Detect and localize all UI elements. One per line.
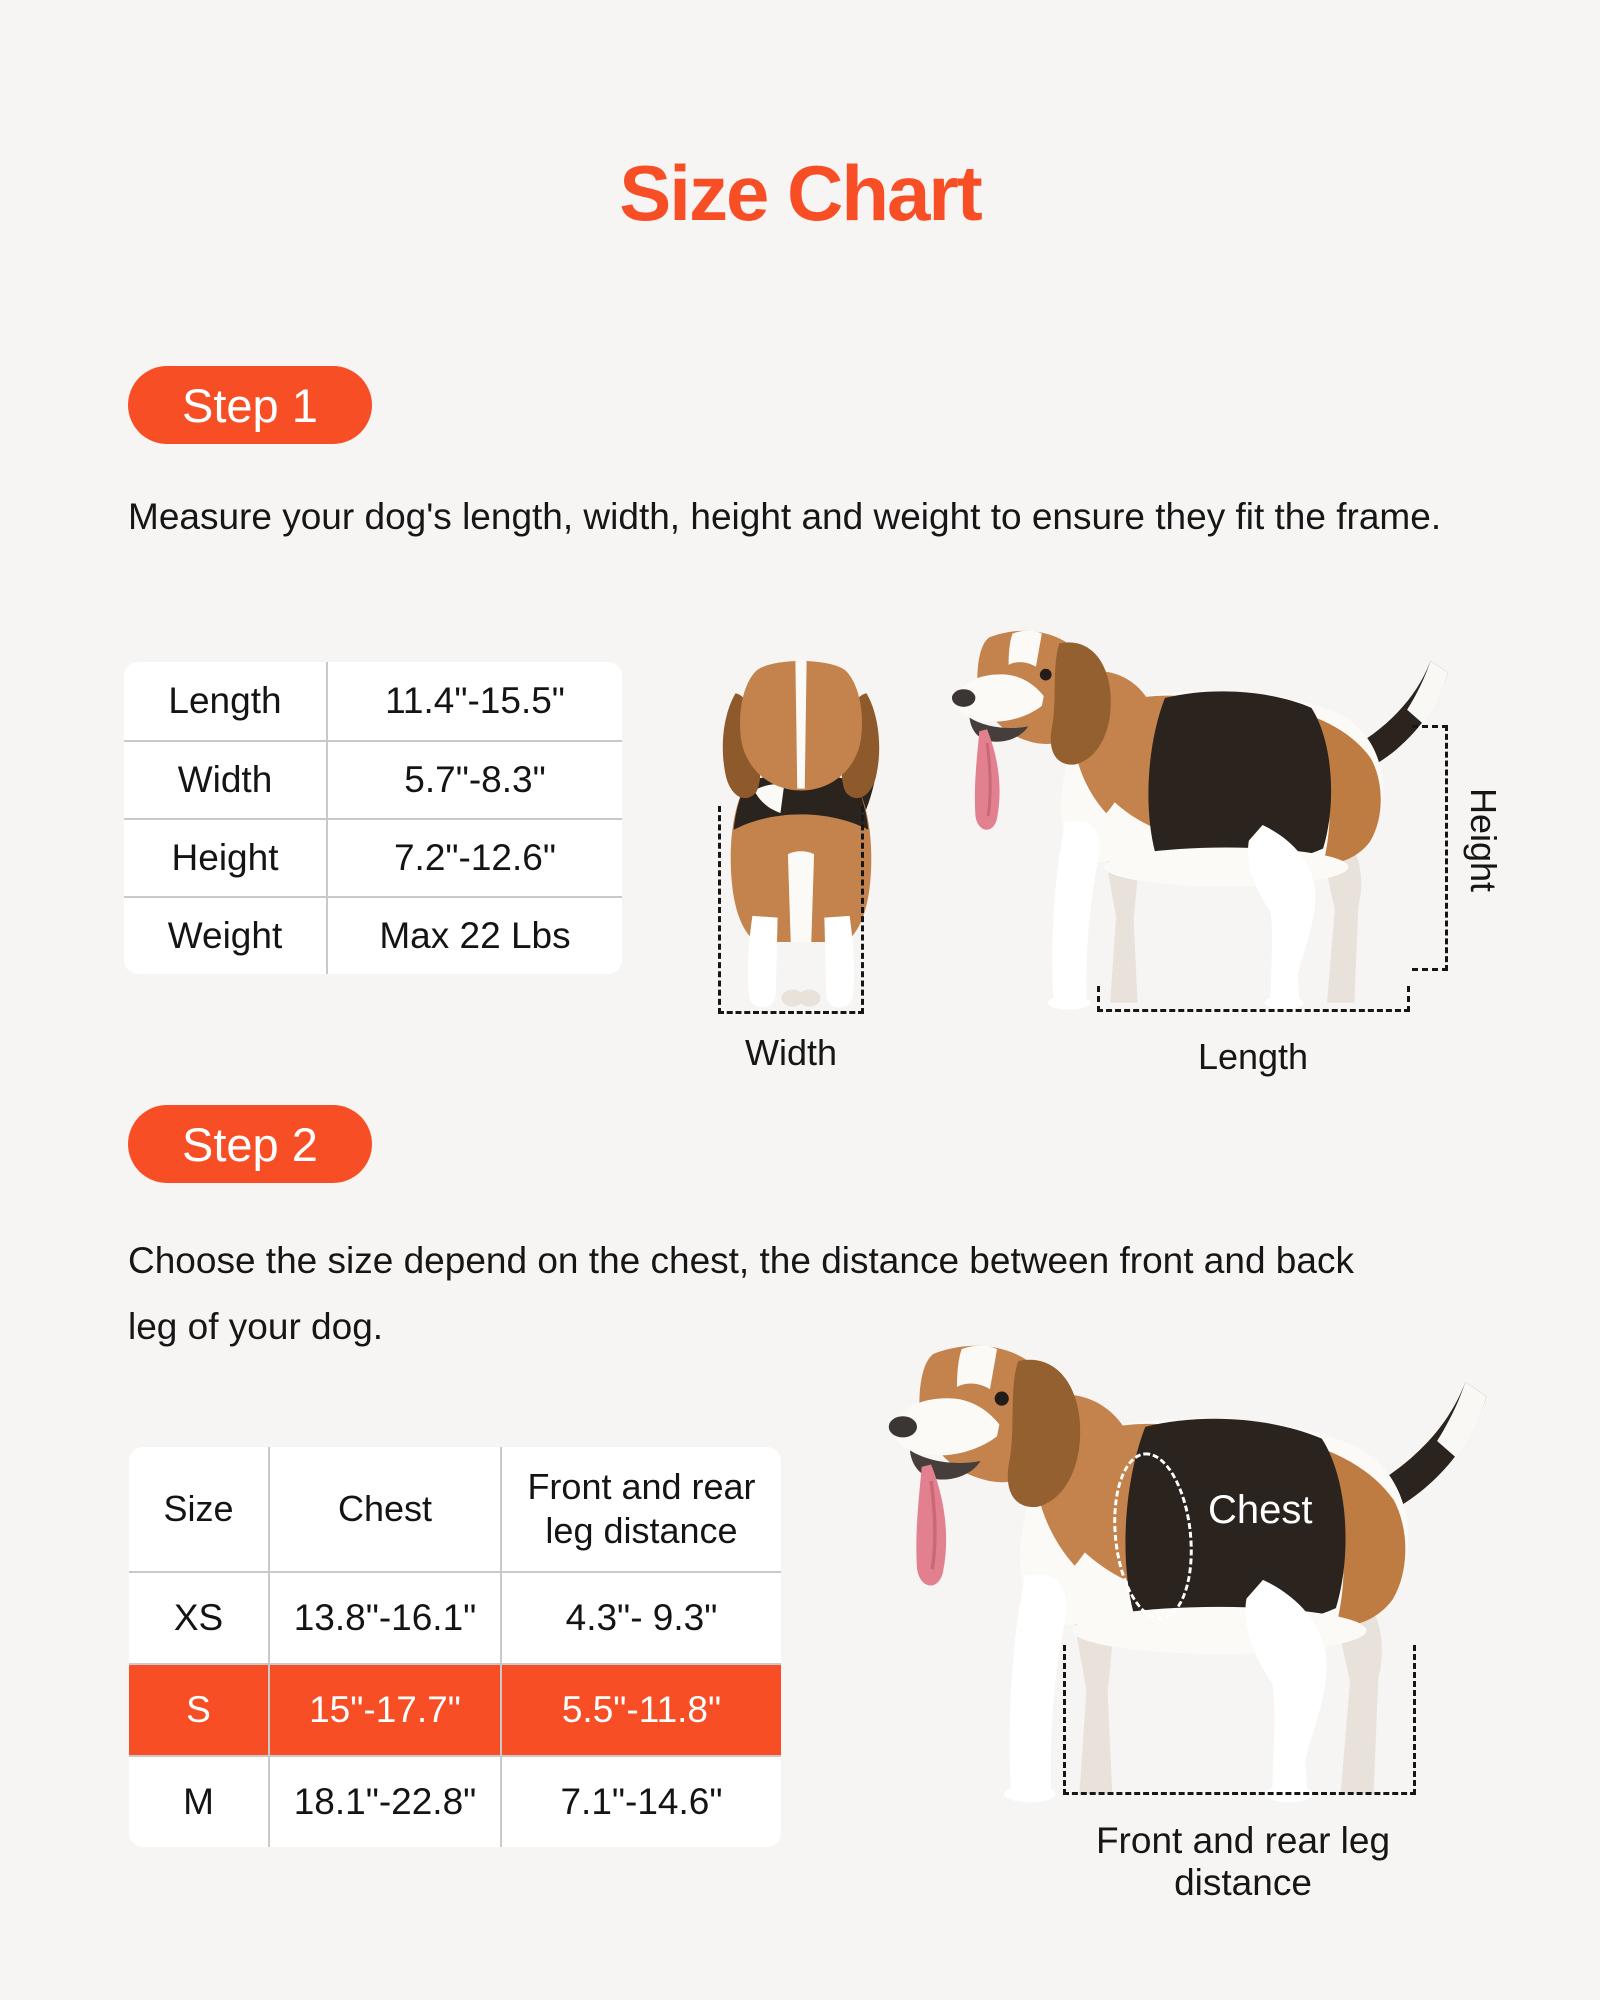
measure-label-length: Length — [124, 662, 328, 740]
table-row — [124, 896, 622, 974]
size-cell: S — [129, 1665, 270, 1755]
leg-distance-caption: Front and rear leg distance — [1095, 1820, 1391, 1903]
size-table-header-row — [129, 1447, 781, 1571]
step2-badge: Step 2 — [128, 1105, 372, 1183]
length-measure-bracket — [1097, 986, 1410, 1012]
measure-value-height: 7.2"-12.6" — [393, 837, 557, 878]
height-measure-bracket — [1412, 725, 1448, 971]
size-row-s-highlighted — [129, 1663, 781, 1755]
legs-cell: 4.3"- 9.3" — [565, 1597, 718, 1638]
table-row — [124, 740, 622, 818]
size-row-m — [129, 1755, 781, 1847]
size-cell: M — [129, 1757, 270, 1847]
chest-cell: 13.8"-16.1" — [270, 1573, 502, 1663]
dog-side-view-illustration — [948, 616, 1456, 1036]
width-figure-label: Width — [744, 1032, 838, 1073]
chest-figure-label: Chest — [1208, 1488, 1313, 1532]
dog-head — [723, 660, 879, 798]
height-figure-label: Height — [1463, 788, 1504, 893]
step1-badge: Step 1 — [128, 366, 372, 444]
table-row — [124, 818, 622, 896]
chest-cell: 18.1"-22.8" — [270, 1757, 502, 1847]
header-chest: Chest — [270, 1447, 502, 1571]
width-measure-bracket — [718, 806, 864, 1014]
step2-size-table — [129, 1447, 781, 1847]
table-row — [124, 662, 622, 740]
step1-description: Measure your dog's length, width, height and weight to ensure they fit the frame. — [128, 496, 1442, 537]
step2-description-line2: leg of your dog. — [128, 1306, 384, 1347]
chest-cell: 15"-17.7" — [270, 1665, 502, 1755]
measure-value-weight: Max 22 Lbs — [379, 915, 571, 956]
measure-label-width: Width — [124, 742, 328, 818]
measure-label-weight: Weight — [124, 898, 328, 974]
measure-value-width: 5.7"-8.3" — [404, 759, 546, 800]
size-row-xs — [129, 1571, 781, 1663]
header-leg-distance: Front and rear leg distance — [527, 1466, 756, 1551]
step1-measurement-table — [124, 662, 622, 974]
measure-label-height: Height — [124, 820, 328, 896]
measure-value-length: 11.4"-15.5" — [385, 680, 565, 721]
size-cell: XS — [129, 1573, 270, 1663]
header-size: Size — [129, 1447, 270, 1571]
length-figure-label: Length — [1197, 1036, 1309, 1077]
legs-cell: 7.1"-14.6" — [560, 1781, 723, 1822]
leg-distance-bracket — [1063, 1645, 1416, 1795]
page-title: Size Chart — [619, 149, 981, 237]
legs-cell: 5.5"-11.8" — [561, 1689, 722, 1730]
step2-description-line1: Choose the size depend on the chest, the distance between front and back — [128, 1240, 1354, 1281]
